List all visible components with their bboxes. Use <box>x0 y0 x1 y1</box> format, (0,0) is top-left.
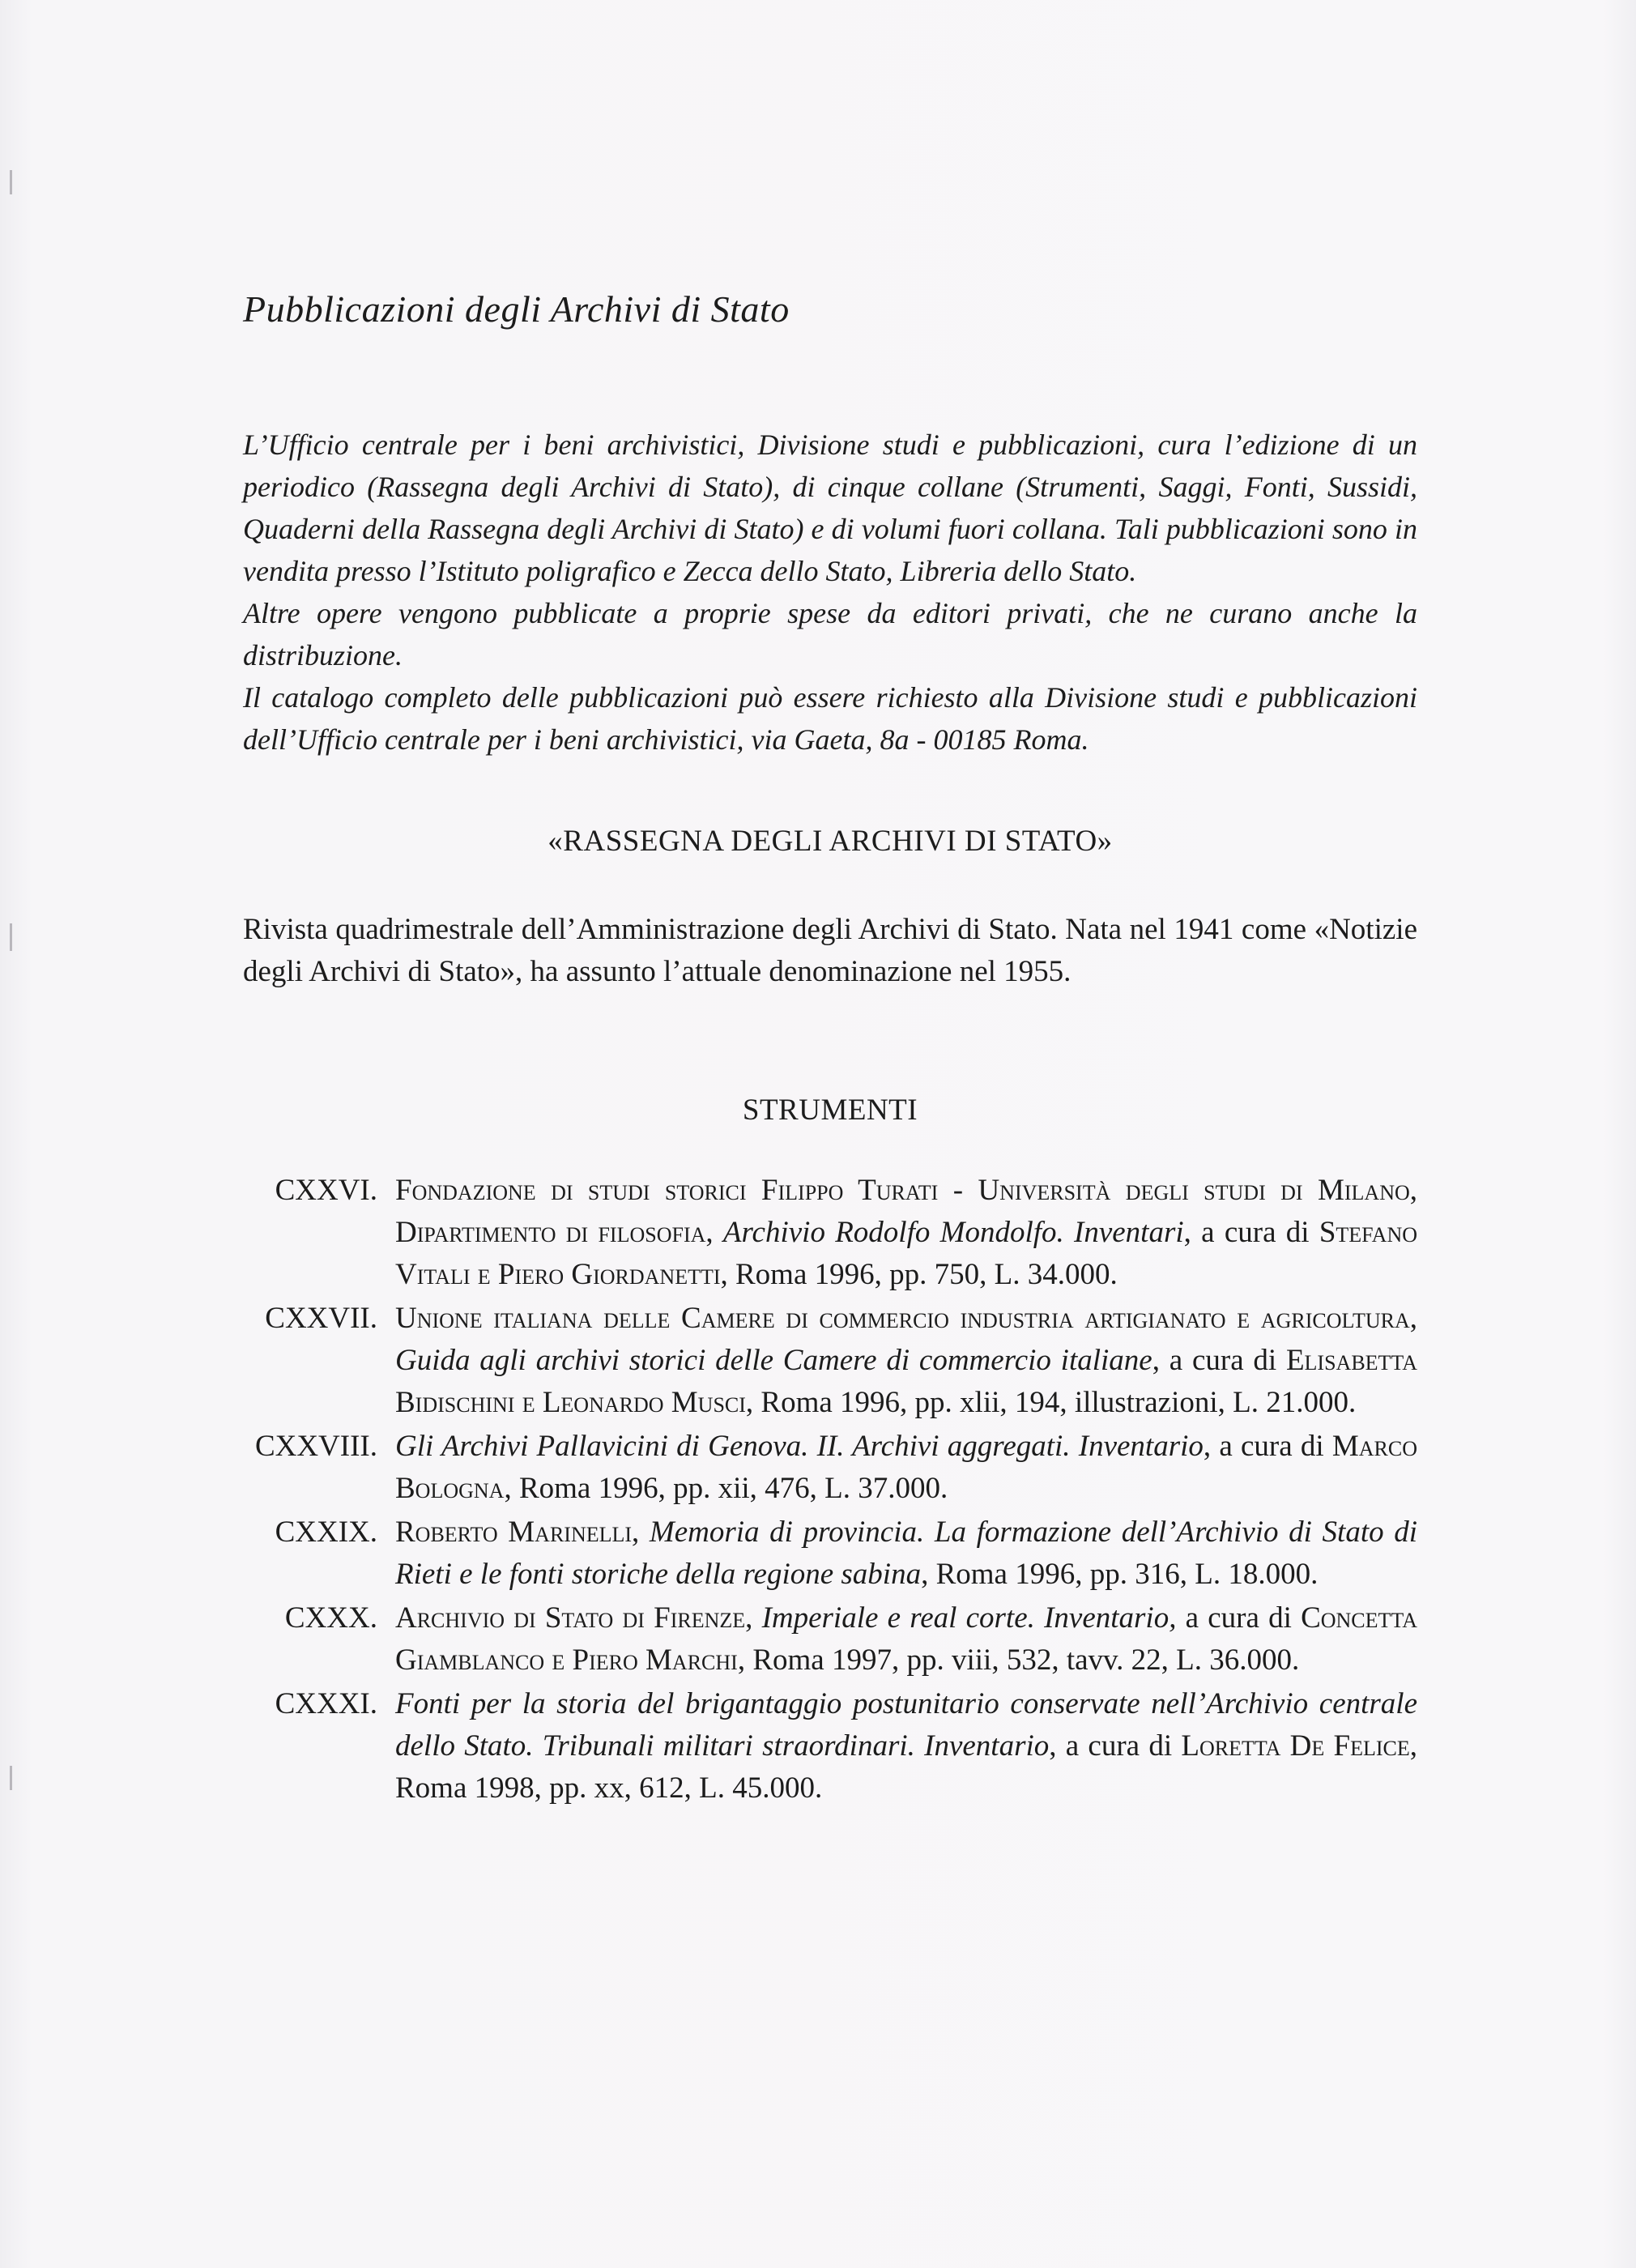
entry-separator: , <box>1409 1302 1417 1335</box>
entry-connector: , a cura di <box>1049 1729 1182 1763</box>
entry-connector: , <box>921 1558 936 1591</box>
rassegna-heading: «RASSEGNA DEGLI ARCHIVI DI STATO» <box>547 825 1113 858</box>
entry-number: CXXX. <box>284 1601 377 1635</box>
entry-title: Fonti per la storia del brigantaggio postunitario conservate nell’Archivio centrale dello Stato. Tribunali militari straordinari. Inventario <box>395 1687 1417 1763</box>
page-content <box>243 288 1417 1811</box>
rassegna-description: Rivista quadrimestrale dell’Amministrazione degli Archivi di Stato. Nata nel 1941 come «Notizie degli Archivi di Stato», ha assunto l’attuale denominazione nel 1955. <box>243 913 1417 988</box>
catalog-entry <box>243 1170 1417 1296</box>
catalog-entry <box>243 1597 1417 1682</box>
entry-editor: Stefano Vitali e Piero Giordanetti <box>395 1216 1418 1291</box>
intro-paragraph: Il catalogo completo delle pubblicazioni può essere richiesto alla Divisione studi e pubblicazioni dell’Ufficio centrale per i beni archivistici, via Gaeta, 8a - 00185 Roma. <box>243 681 1417 756</box>
entry-details: , Roma 1996, pp. xii, 476, L. 37.000. <box>504 1472 948 1505</box>
entry-author: Archivio di Stato di Firenze <box>395 1601 746 1635</box>
series-title: Pubblicazioni degli Archivi di Stato <box>243 288 790 330</box>
entry-separator: , <box>632 1516 650 1549</box>
entry-title: Memoria di provincia. La formazione dell’Archivio di Stato di Rieti e le fonti storiche della regione sabina <box>395 1516 1418 1591</box>
entry-text <box>395 1298 1417 1424</box>
entry-title: Archivio Rodolfo Mondolfo. Inventari <box>722 1216 1184 1249</box>
entry-text <box>395 1170 1417 1296</box>
entry-connector: , a cura di <box>1203 1430 1332 1463</box>
entry-separator: , <box>745 1601 762 1635</box>
entry-title: Gli Archivi Pallavicini di Genova. II. Archivi aggregati. Inventario <box>395 1430 1204 1463</box>
entry-title: Guida agli archivi storici delle Camere di commercio italiane <box>395 1344 1152 1377</box>
intro-paragraph: L’Ufficio centrale per i beni archivistici, Divisione studi e pubblicazioni, cura l’edizione di un periodico (Rassegna degli Archivi di Stato), di cinque collane (Strumenti, Saggi, Fonti, Sussidi, Quaderni della Rassegna degli Archivi di Stato) e di volumi fuori collana. Tali pubblicazioni sono in vendita presso l’Istituto poligrafico e Zecca dello Stato, Libreria dello Stato. <box>243 428 1417 587</box>
entry-connector: , a cura di <box>1152 1344 1286 1377</box>
entry-details: , Roma 1998, pp. xx, 612, L. 45.000. <box>395 1729 1417 1805</box>
catalog-entry <box>243 1426 1417 1510</box>
strumenti-list <box>243 1170 1417 1810</box>
entry-number: CXXVI. <box>275 1174 377 1207</box>
entry-text <box>395 1597 1417 1682</box>
intro-block <box>243 424 1417 761</box>
entry-editor: Loretta De Felice <box>1181 1729 1410 1763</box>
entry-details: , Roma 1996, pp. 750, L. 34.000. <box>720 1258 1118 1291</box>
entry-connector: a cura di <box>1176 1601 1302 1635</box>
entry-number: CXXVIII. <box>254 1430 377 1463</box>
entry-editor: Concetta Giamblanco e Piero Marchi <box>395 1601 1417 1677</box>
entry-details: , Roma 1996, pp. xlii, 194, illustrazioni, L. 21.000. <box>745 1386 1357 1419</box>
catalog-entry <box>243 1298 1417 1424</box>
entry-author: Fondazione di studi storici Filippo Turati - Università degli studi di Milano, Dipartimento di filosofia <box>395 1174 1417 1249</box>
entry-number: CXXIX. <box>275 1516 377 1549</box>
entry-author: Unione italiana delle Camere di commercio industria artigianato e agricoltura <box>395 1302 1410 1335</box>
entry-details: , Roma 1997, pp. viii, 532, tavv. 22, L. 36.000. <box>737 1643 1300 1677</box>
entry-number: CXXVII. <box>265 1302 377 1335</box>
entry-editor: Marco Bologna <box>395 1430 1417 1505</box>
entry-separator: , <box>705 1216 723 1249</box>
entry-number: CXXXI. <box>275 1687 377 1720</box>
entry-connector: , a cura di <box>1183 1216 1319 1249</box>
entry-editor: Elisabetta Bidischini e Leonardo Musci <box>395 1344 1417 1419</box>
entry-author: Roberto Marinelli <box>395 1516 633 1549</box>
entry-title: Imperiale e real corte. Inventario, <box>761 1601 1177 1635</box>
entry-details: Roma 1996, pp. 316, L. 18.000. <box>935 1558 1319 1591</box>
intro-paragraph: Altre opere vengono pubblicate a proprie spese da editori privati, che ne curano anche la distribuzione. <box>243 597 1417 671</box>
entry-text <box>395 1511 1417 1596</box>
catalog-entry <box>243 1511 1417 1596</box>
entry-text <box>395 1683 1417 1810</box>
catalog-entry <box>243 1683 1417 1810</box>
entry-text <box>395 1426 1417 1510</box>
strumenti-heading: STRUMENTI <box>742 1094 918 1127</box>
